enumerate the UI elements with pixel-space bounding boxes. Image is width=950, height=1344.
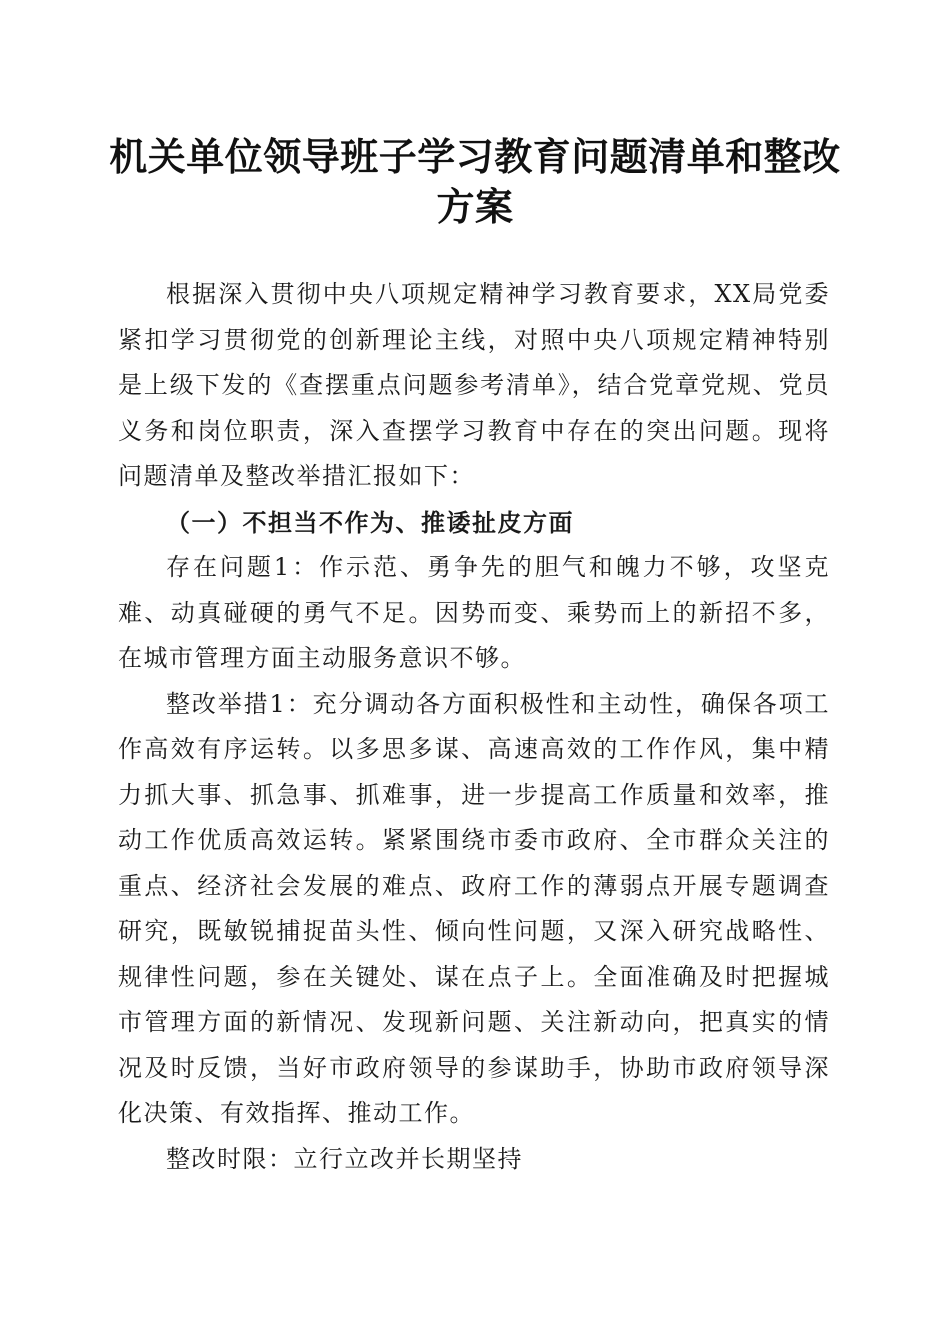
document-body <box>118 272 830 1182</box>
measure-paragraph: 整改举措1：充分调动各方面积极性和主动性，确保各项工作高效有序运转。以多思多谋、高速高效的工作作风，集中精力抓大事、抓急事、抓难事，进一步提高工作质量和效率，推动工作优质高效运转。紧紧围绕市委市政府、全市群众关注的重点、经济社会发展的难点、政府工作的薄弱点开展专题调查研究，既敏锐捕捉苗头性、倾向性问题，又深入研究战略性、规律性问题，参在关键处、谋在点子上。全面准确及时把握城市管理方面的新情况、发现新问题、关注新动向，把真实的情况及时反馈，当好市政府领导的参谋助手，协助市政府领导深化决策、有效指挥、推动工作。 <box>118 689 830 1127</box>
problem-paragraph: 存在问题1：作示范、勇争先的胆气和魄力不够，攻坚克难、动真碰硬的勇气不足。因势而变、乘势而上的新招不多，在城市管理方面主动服务意识不够。 <box>118 553 830 672</box>
deadline-paragraph: 整改时限：立行立改并长期坚持 <box>166 1144 523 1173</box>
section-heading: （一）不担当不作为、推诿扯皮方面 <box>166 507 574 537</box>
document-title: 机关单位领导班子学习教育问题清单和整改方案 <box>109 134 841 229</box>
intro-paragraph: 根据深入贯彻中央八项规定精神学习教育要求，XX局党委紧扣学习贯彻党的创新理论主线，对照中央八项规定精神特别是上级下发的《查摆重点问题参考清单》，结合党章党规、党员义务和岗位职责，深入查摆学习教育中存在的突出问题。现将问题清单及整改举措汇报如下： <box>118 280 830 490</box>
